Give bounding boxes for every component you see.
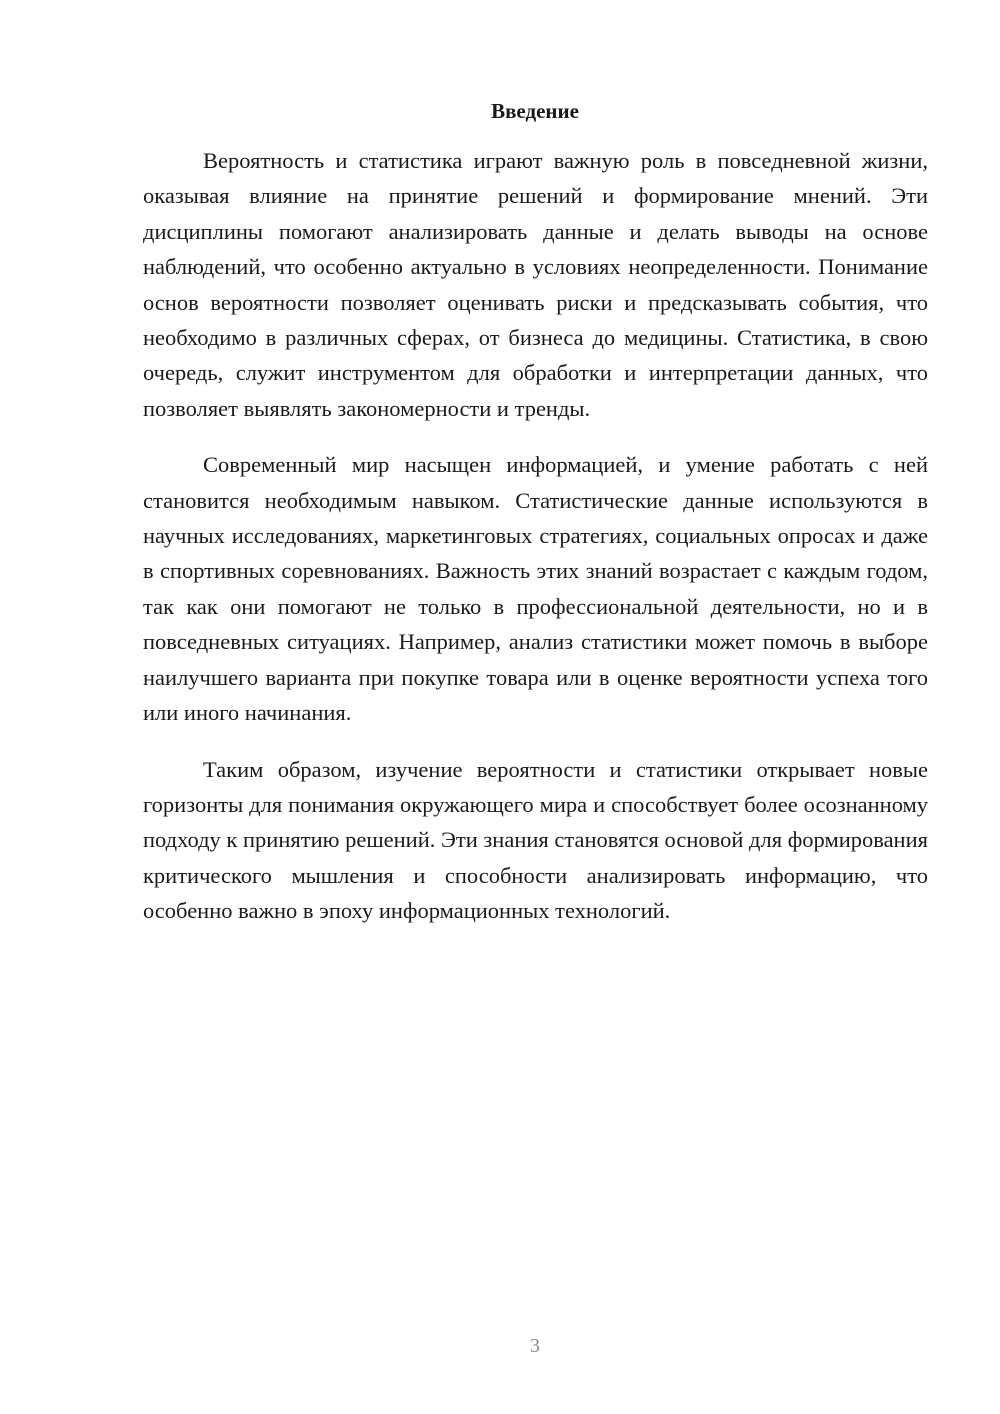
page-number: 3 [530, 1335, 540, 1357]
paragraph-modern-world: Современный мир насыщен информацией, и умение работать с ней становится необходимым навыком. Статистические данные используются в научных исследованиях, маркетинговых стратегиях, социальных опросах и даже в спортивных соревнованиях. Важность этих знаний возрастает с каждым годом, так как они помогают не только в профессиональной деятельности, но и в повседневных ситуациях. Например, анализ статистики может помочь в выборе наилучшего варианта при покупке товара или в оценке вероятности успеха того или иного начинания. [143, 452, 928, 726]
section-heading: Введение [491, 99, 579, 123]
paragraph-intro: Вероятность и статистика играют важную роль в повседневной жизни, оказывая влияние на принятие решений и формирование мнений. Эти дисциплины помогают анализировать данные и делать выводы на основе наблюдений, что особенно актуально в условиях неопределенности. Понимание основ вероятности позволяет оценивать риски и предсказывать события, что необходимо в различных сферах, от бизнеса до медицины. Статистика, в свою очередь, служит инструментом для обработки и интерпретации данных, что позволяет выявлять закономерности и тренды. [143, 148, 928, 421]
body-text [143, 143, 928, 950]
paragraph-conclusion: Таким образом, изучение вероятности и статистики открывает новые горизонты для понимания окружающего мира и способствует более осознанному подходу к принятию решений. Эти знания становятся основой для формирования критического мышления и способности анализировать информацию, что особенно важно в эпоху информационных технологий. [143, 756, 928, 924]
